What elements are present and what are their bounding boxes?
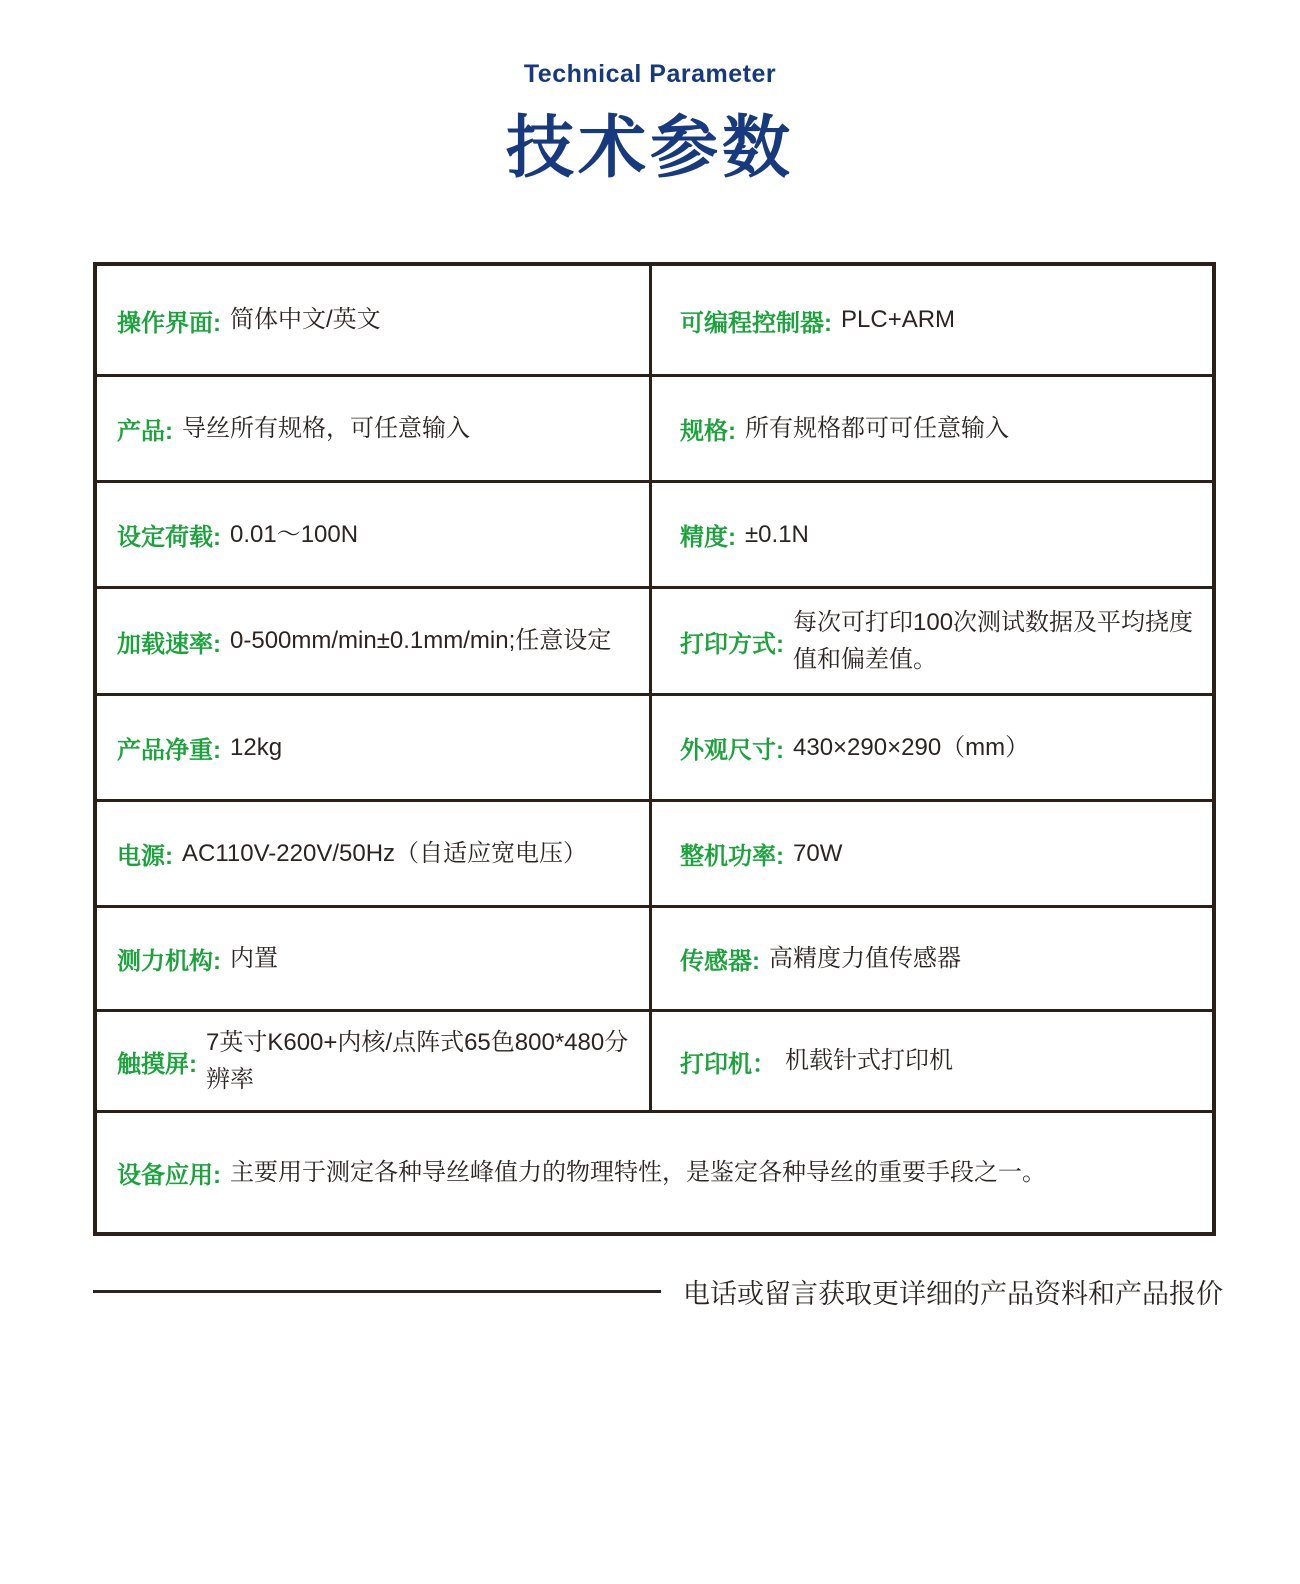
param-label: 操作界面: [117,309,221,337]
spec-cell-net-weight [97,696,649,799]
page-title: 技术参数 [505,110,794,186]
param-value: 每次可打印100次测试数据及平均挠度值和偏差值。 [793,608,1194,673]
footer [93,1272,1223,1311]
param-label: 设定荷载: [117,524,221,551]
table-row [97,374,1212,480]
spec-cell-application [97,1113,1212,1232]
param-label: 设备应用: [117,1162,221,1189]
param-label: 产品: [117,418,173,445]
spec-cell-printer [649,1012,1212,1110]
param-value: 机载针式打印机 [785,1047,953,1075]
param-value: 简体中文/英文 [230,306,381,334]
spec-cell-force-mechanism [97,908,649,1009]
param-value: ±0.1N [745,520,809,548]
param-label: 测力机构: [117,948,221,975]
param-value: 430×290×290（mm） [793,733,1030,761]
table-row [97,693,1212,799]
param-value: 内置 [230,944,278,972]
spec-cell-operation-interface [97,266,649,374]
param-label: 整机功率: [680,843,784,870]
param-value: 所有规格都可可任意输入 [745,414,1009,442]
param-label: 可编程控制器: [680,309,832,337]
spec-cell-product [97,377,649,480]
footer-note: 电话或留言获取更详细的产品资料和产品报价 [683,1279,1223,1309]
spec-cell-touch-screen [97,1012,649,1110]
param-value: 高精度力值传感器 [769,944,961,972]
spec-table [93,262,1216,1236]
param-label: 打印机： [680,1050,776,1078]
param-value: 主要用于测定各种导丝峰值力的物理特性，是鉴定各种导丝的重要手段之一。 [230,1158,1046,1186]
table-row [97,1110,1212,1232]
param-label: 产品净重: [117,737,221,764]
table-row [97,586,1212,693]
param-value: 70W [793,839,843,867]
param-label: 外观尺寸: [680,737,784,764]
param-label: 精度: [680,524,736,551]
spec-cell-total-power [649,802,1212,905]
param-label: 打印方式: [680,630,784,658]
param-label: 触摸屏: [117,1050,197,1078]
param-value: 0.01～100N [230,520,359,548]
spec-cell-power-supply [97,802,649,905]
param-value: PLC+ARM [841,306,956,334]
spec-cell-print-mode [649,589,1212,693]
param-label: 传感器: [680,948,760,975]
param-label: 电源: [117,843,173,870]
param-label: 规格: [680,418,736,445]
table-row [97,266,1212,374]
spec-cell-dimensions [649,696,1212,799]
param-value: 7英寸K600+内核/点阵式65色800*480分辨率 [206,1028,629,1093]
header-subtitle: Technical Parameter [523,60,777,88]
param-value: AC110V-220V/50Hz（自适应宽电压） [182,839,588,867]
spec-cell-loading-rate [97,589,649,693]
table-row [97,905,1212,1009]
spec-cell-controller [649,266,1212,374]
param-value: 12kg [230,733,283,761]
param-label: 加载速率: [117,630,221,658]
param-value: 导丝所有规格，可任意输入 [182,414,470,442]
param-value: 0-500mm/min±0.1mm/min;任意设定 [230,627,612,655]
table-row [97,1009,1212,1110]
table-row [97,480,1212,586]
spec-cell-specification [649,377,1212,480]
spec-cell-sensor [649,908,1212,1009]
spec-cell-accuracy [649,483,1212,586]
spec-cell-set-load [97,483,649,586]
footer-divider-line [93,1290,661,1293]
table-row [97,799,1212,905]
